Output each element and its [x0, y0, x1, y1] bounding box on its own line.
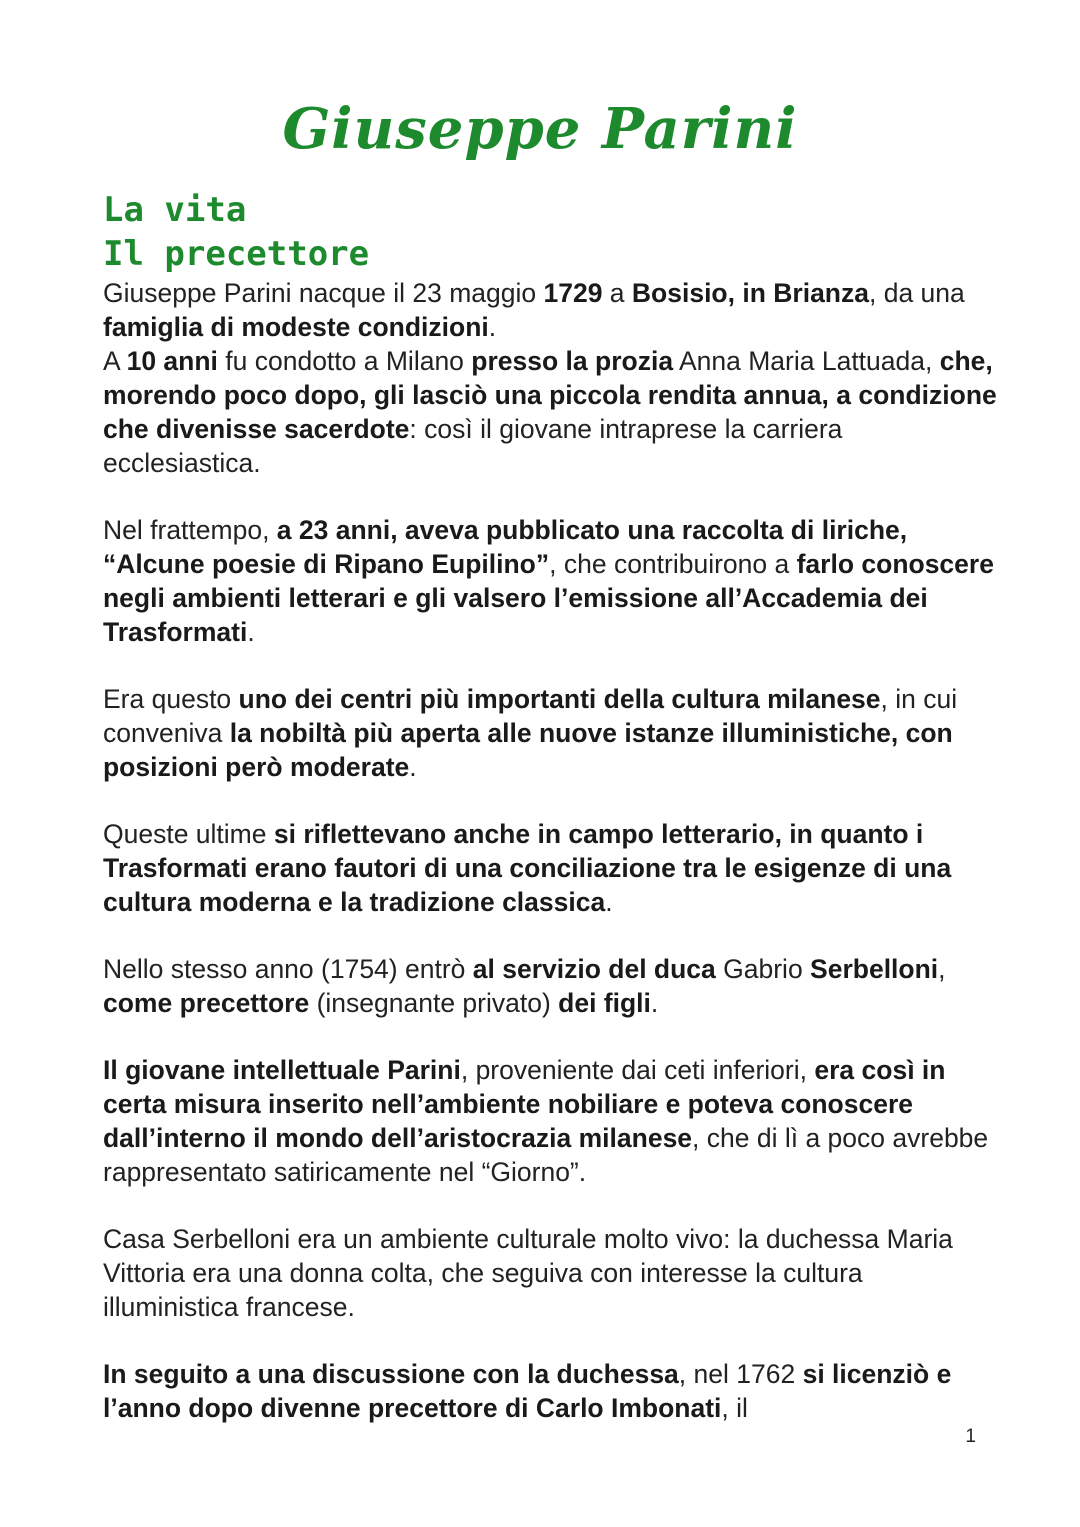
text-run: , da una	[868, 278, 965, 308]
text-run: , proveniente dai ceti inferiori,	[460, 1055, 815, 1085]
paragraph	[103, 1357, 1003, 1425]
text-run: , nel 1762	[678, 1359, 803, 1389]
paragraph	[103, 276, 1003, 480]
bold-text: uno dei centri più importanti della cultura milanese	[238, 684, 881, 714]
page-title: Giuseppe Parini	[282, 96, 798, 162]
text-run: , il	[721, 1393, 748, 1423]
text-run: .	[605, 887, 613, 917]
bold-text: al servizio del duca	[472, 954, 716, 984]
text-run: a	[602, 278, 632, 308]
bold-text: famiglia di modeste condizioni	[103, 312, 489, 342]
text-run: , che di lì a poco avrebbe rappresentato satiricamente nel “Giorno”.	[103, 1123, 989, 1187]
text-run: .	[247, 617, 255, 647]
text-run: Giuseppe Parini nacque il 23 maggio	[103, 278, 544, 308]
text-run: Gabrio	[715, 954, 811, 984]
text-run: .	[409, 752, 417, 782]
text-run: Casa Serbelloni era un ambiente culturale molto vivo: la duchessa Maria Vittoria era una donna colta, che seguiva con interesse la cultura illuministica francese.	[103, 1224, 953, 1322]
bold-text: 10 anni	[126, 346, 218, 376]
text-run: Nel frattempo,	[103, 515, 277, 545]
bold-text: Il giovane intellettuale Parini	[103, 1055, 461, 1085]
bold-text: la nobiltà più aperta alle nuove istanze illuministiche, con posizioni però moderate	[103, 718, 953, 782]
subsection-heading: Il precettore	[103, 234, 370, 274]
text-run: Nello stesso anno (1754) entrò	[103, 954, 473, 984]
text-run: Anna Maria Lattuada,	[673, 346, 940, 376]
text-run: fu condotto a Milano	[217, 346, 472, 376]
text-run: ,	[938, 954, 946, 984]
paragraph	[103, 1053, 1003, 1189]
paragraph	[103, 1222, 1003, 1324]
paragraph	[103, 513, 1003, 649]
text-run: A	[103, 346, 127, 376]
bold-text: farlo conoscere negli ambienti letterari e gli valsero l’emissione all’Accademia dei Trasformati	[103, 549, 994, 647]
text-run: .	[488, 312, 497, 342]
page-number: 1	[965, 1426, 976, 1447]
section-heading: La vita	[103, 190, 247, 230]
text-run: .	[650, 988, 659, 1018]
text-run: , che contribuirono a	[549, 549, 797, 579]
text-run: : così il giovane intraprese la carriera ecclesiastica.	[103, 414, 843, 478]
bold-text: 1729	[543, 278, 603, 308]
bold-text: Serbelloni	[810, 954, 939, 984]
bold-text: presso la prozia	[471, 346, 674, 376]
bold-text: Bosisio, in Brianza	[631, 278, 869, 308]
paragraph	[103, 952, 1003, 1020]
paragraph	[103, 682, 1003, 784]
paragraph	[103, 817, 1003, 919]
bold-text: come precettore	[103, 988, 310, 1018]
bold-text: dei figli	[558, 988, 651, 1018]
text-run: , in cui conveniva	[103, 684, 958, 748]
bold-text: era così in certa misura inserito nell’ambiente nobiliare e poteva conoscere dall’interno il mondo dell’aristocrazia milanese	[103, 1055, 946, 1153]
bold-text: che, morendo poco dopo, gli lasciò una piccola rendita annua, a condizione che divenisse sacerdote	[103, 346, 997, 444]
text-run: Era questo	[103, 684, 239, 714]
text-run: Queste ultime	[103, 819, 274, 849]
bold-text: In seguito a una discussione con la duchessa	[103, 1359, 679, 1389]
bold-text: si riflettevano anche in campo letterario, in quanto i Trasformati erano fautori di una conciliazione tra le esigenze di una cultura moderna e la tradizione classica	[103, 819, 952, 917]
bold-text: si licenziò e l’anno dopo divenne precettore di Carlo Imbonati	[103, 1359, 952, 1423]
bold-text: a 23 anni, aveva pubblicato una raccolta di liriche, “Alcune poesie di Ripano Eupilino”	[103, 515, 908, 579]
text-run: (insegnante privato)	[309, 988, 559, 1018]
body-text	[103, 276, 1003, 1458]
